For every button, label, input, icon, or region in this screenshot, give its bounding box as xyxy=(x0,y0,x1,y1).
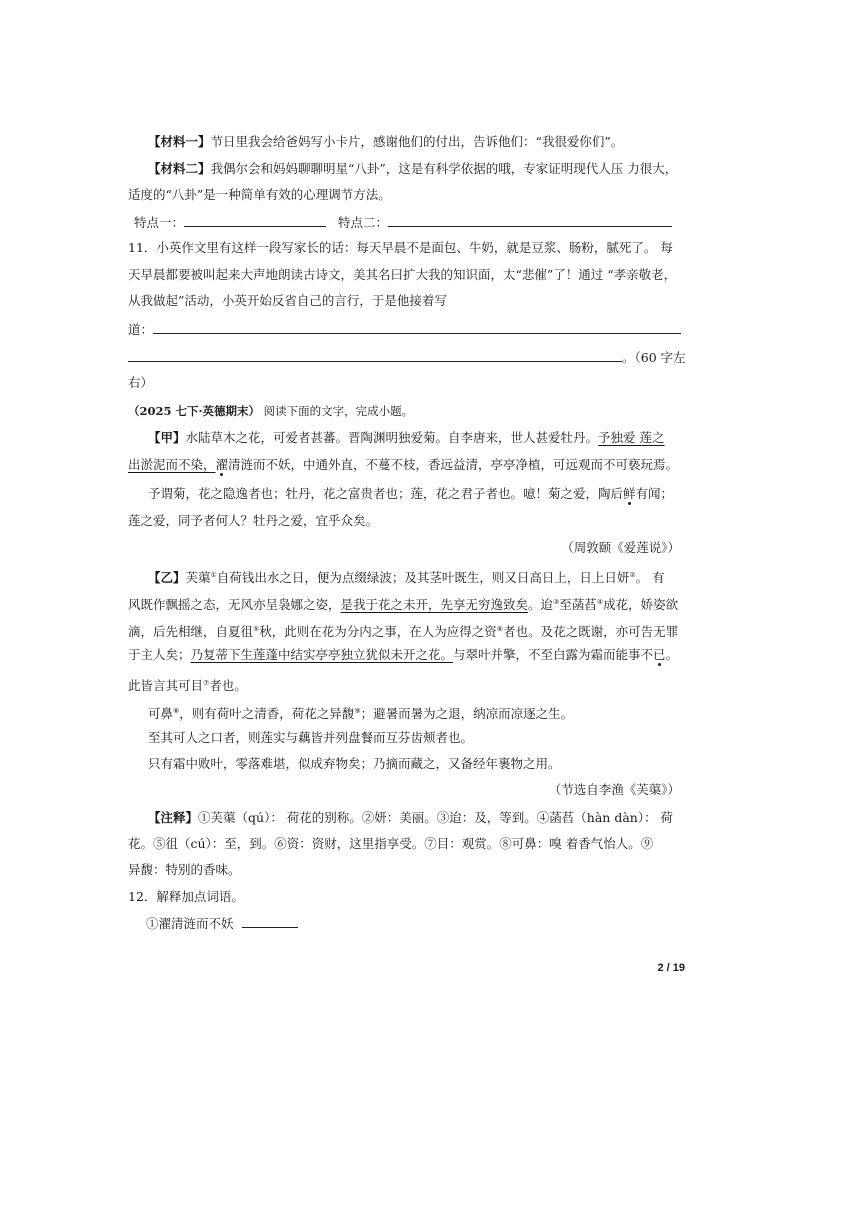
jia-l3-dotted-word: 鲜 xyxy=(623,486,636,501)
jia-l3-b: 有闻； xyxy=(635,486,674,501)
jia-line-3 xyxy=(148,486,673,502)
source-header xyxy=(128,403,413,419)
yi-l1-b: 自荷钱出水之日，便为点缀绿波；及其茎叶既生，则又日高日上，日上日妍 xyxy=(216,570,630,585)
q11-line-c: 从我做起”活动，小英开始反省自己的言行，于是他接着写 xyxy=(128,293,447,308)
material-1 xyxy=(148,134,623,150)
q12-item-1 xyxy=(146,915,298,932)
q11-blank-2[interactable] xyxy=(128,349,622,362)
note-ref-4: ④ xyxy=(596,598,604,606)
material-1-label: 【材料一】 xyxy=(148,134,211,149)
material-2-label: 【材料二】 xyxy=(148,161,211,176)
note-ref-9: ⑨ xyxy=(354,707,361,715)
note-ref-7: ⑦ xyxy=(203,679,210,687)
note-l1: ①芙蕖（qú）： 荷花的别称。②妍：美丽。③迨：及，等到。④菡萏（hàn dàn）： 荷 xyxy=(198,810,674,825)
yi-l4-b: 与翠叶并擎，不至白露为霜而能事不 xyxy=(453,647,654,662)
notes-line-2: 花。⑤徂（cú）：至，到。⑥资：资财，这里指享受。⑦目：观赏。⑧可鼻：嗅 着香气怡人。⑨ xyxy=(128,836,654,851)
notes-line-3: 异馥：特别的香味。 xyxy=(128,862,241,877)
yi-line-5 xyxy=(128,675,247,694)
yi-l6-a: 可鼻 xyxy=(148,706,174,721)
yi-l2-a: 风既作飘摇之态，无风亦呈袅娜之姿， xyxy=(128,597,341,612)
yi-l2-c: 至菡萏 xyxy=(559,597,597,612)
note-ref-2: ② xyxy=(629,571,636,579)
feature-2-label: 特点二： xyxy=(337,215,388,230)
material-1-text: 节日里我会给爸妈写小卡片，感谢他们的付出，告诉他们：“我很爱你们”。 xyxy=(210,134,624,149)
yi-l3-a: 滴，后先相继，自夏徂 xyxy=(128,624,254,639)
page-number: 2 / 19 xyxy=(657,962,685,974)
q11-blank-1[interactable] xyxy=(153,321,681,334)
jia-label: 【甲】 xyxy=(148,430,186,445)
material-2-text-a: 我偶尔会和妈妈聊聊明星“八卦”，这是有科学依据的哦，专家证明现代人压 力很大， xyxy=(210,161,678,176)
jia-line-2 xyxy=(128,457,678,473)
jia-source: （周敦颐《爱莲说》） xyxy=(561,540,680,555)
jia-l3-a: 予谓菊，花之隐逸者也；牡丹，花之富贵者也；莲，花之君子者也。噫！菊之爱，陶后 xyxy=(148,486,624,501)
jia-l2-b: 清涟而不妖，中通外直，不蔓不枝，香远益清，亭亭净植，可远观而不可亵玩焉。 xyxy=(228,457,679,472)
feature-1-label: 特点一： xyxy=(134,215,185,230)
features-line xyxy=(134,214,672,231)
jia-l1-underlined: 予独爱 莲之 xyxy=(598,430,665,445)
yi-l2-d: 成花，娇姿欲 xyxy=(603,597,679,612)
yi-l4-c: 。 xyxy=(665,647,679,662)
yi-l4-underlined: 乃复蒂下生莲蓬中结实亭亭独立犹似未开之花。 xyxy=(190,647,454,662)
q12-item-1-blank[interactable] xyxy=(242,915,298,928)
yi-l5-b: 者也。 xyxy=(209,678,247,693)
yi-line-3 xyxy=(128,621,678,640)
jia-line-4: 莲之爱，同予者何人？牡丹之爱，宜乎众矣。 xyxy=(128,513,379,528)
yi-line-7: 至其可人之口者，则莲实与藕皆并列盘餐而互芬齿颊者也。 xyxy=(148,730,474,745)
yi-l1-c: 。 有 xyxy=(635,570,665,585)
yi-source: （节选自李渔《芙蕖》） xyxy=(548,782,680,797)
yi-l4-dotted-word: 已 xyxy=(653,647,666,662)
note-ref-6: ⑥ xyxy=(496,625,504,633)
note-ref-1: ① xyxy=(210,571,217,579)
feature-1-blank[interactable] xyxy=(184,214,326,227)
yi-l5-a: 此皆言其可目 xyxy=(128,678,204,693)
jia-l1-a: 水陆草木之花，可爱者甚蕃。晋陶渊明独爱菊。自李唐来，世人甚爱牡丹。 xyxy=(185,430,599,445)
q11-answer-line-2 xyxy=(128,349,686,366)
note-ref-3: ③ xyxy=(553,598,560,606)
material-2 xyxy=(148,161,677,177)
note-ref-8: ⑧ xyxy=(173,707,180,715)
yi-line-4 xyxy=(128,647,678,663)
yi-line-8: 只有霜中败叶，零落难堪，似成弃物矣；乃摘而藏之，又备经年裹物之用。 xyxy=(148,756,561,771)
q11-line-b: 天早晨都要被叫起来大声地朗读古诗文，美其名曰扩大我的知识面，太“悲催”了！通过 “孝亲敬老， xyxy=(128,267,677,282)
yi-l1-a: 芙蕖 xyxy=(185,570,211,585)
jia-l2-dotted-word: 濯 xyxy=(215,457,229,472)
q11-line-a: 11．小英作文里有这样一段写家长的话：每天早晨不是面包、牛奶，就是豆浆、肠粉，腻死了。 每 xyxy=(128,240,673,255)
q11-answer-line-1 xyxy=(128,321,681,338)
note-label: 【注释】 xyxy=(148,810,199,825)
q11-dao: 道： xyxy=(128,322,154,337)
yi-l2-b: 。迨 xyxy=(528,597,554,612)
yi-label: 【乙】 xyxy=(148,570,186,585)
yi-l3-b: 秋，此则在花为分内之事，在人为应得之资 xyxy=(259,624,497,639)
q12-title: 12．解释加点词语。 xyxy=(128,889,244,904)
q12-item-1-text: ①濯清涟而不妖 xyxy=(146,916,234,931)
note-ref-5: ⑤ xyxy=(253,625,260,633)
source-instruction: 阅读下面的文字，完成小题。 xyxy=(263,404,414,418)
yi-l3-c: 者也。及花之既谢，亦可告无罪 xyxy=(503,624,679,639)
material-2-cont: 适度的“八卦”是一种简单有效的心理调节方法。 xyxy=(128,187,391,202)
yi-line-6 xyxy=(148,703,573,722)
source-tag: （2025 七下·英德期末） xyxy=(128,404,261,418)
feature-2-blank[interactable] xyxy=(388,214,672,227)
yi-l2-underlined: 是我于花之未开，先享无穷逸致矣 xyxy=(340,597,529,612)
yi-l4-a: 于主人矣； xyxy=(128,647,191,662)
notes-line-1 xyxy=(148,810,673,826)
jia-l2-underlined: 出淤泥而不染， xyxy=(128,457,216,472)
yi-l6-c: ；避暑而暑为之退，纳凉而凉逐之生。 xyxy=(360,706,574,721)
q11-limit-b: 右） xyxy=(128,375,154,390)
yi-l6-b: ，则有荷叶之清香，荷花之异馥 xyxy=(179,706,355,721)
jia-line-1 xyxy=(148,430,665,446)
yi-line-1 xyxy=(148,567,665,586)
yi-line-2 xyxy=(128,594,678,613)
q11-limit-a: 。（60 字左 xyxy=(622,350,686,365)
